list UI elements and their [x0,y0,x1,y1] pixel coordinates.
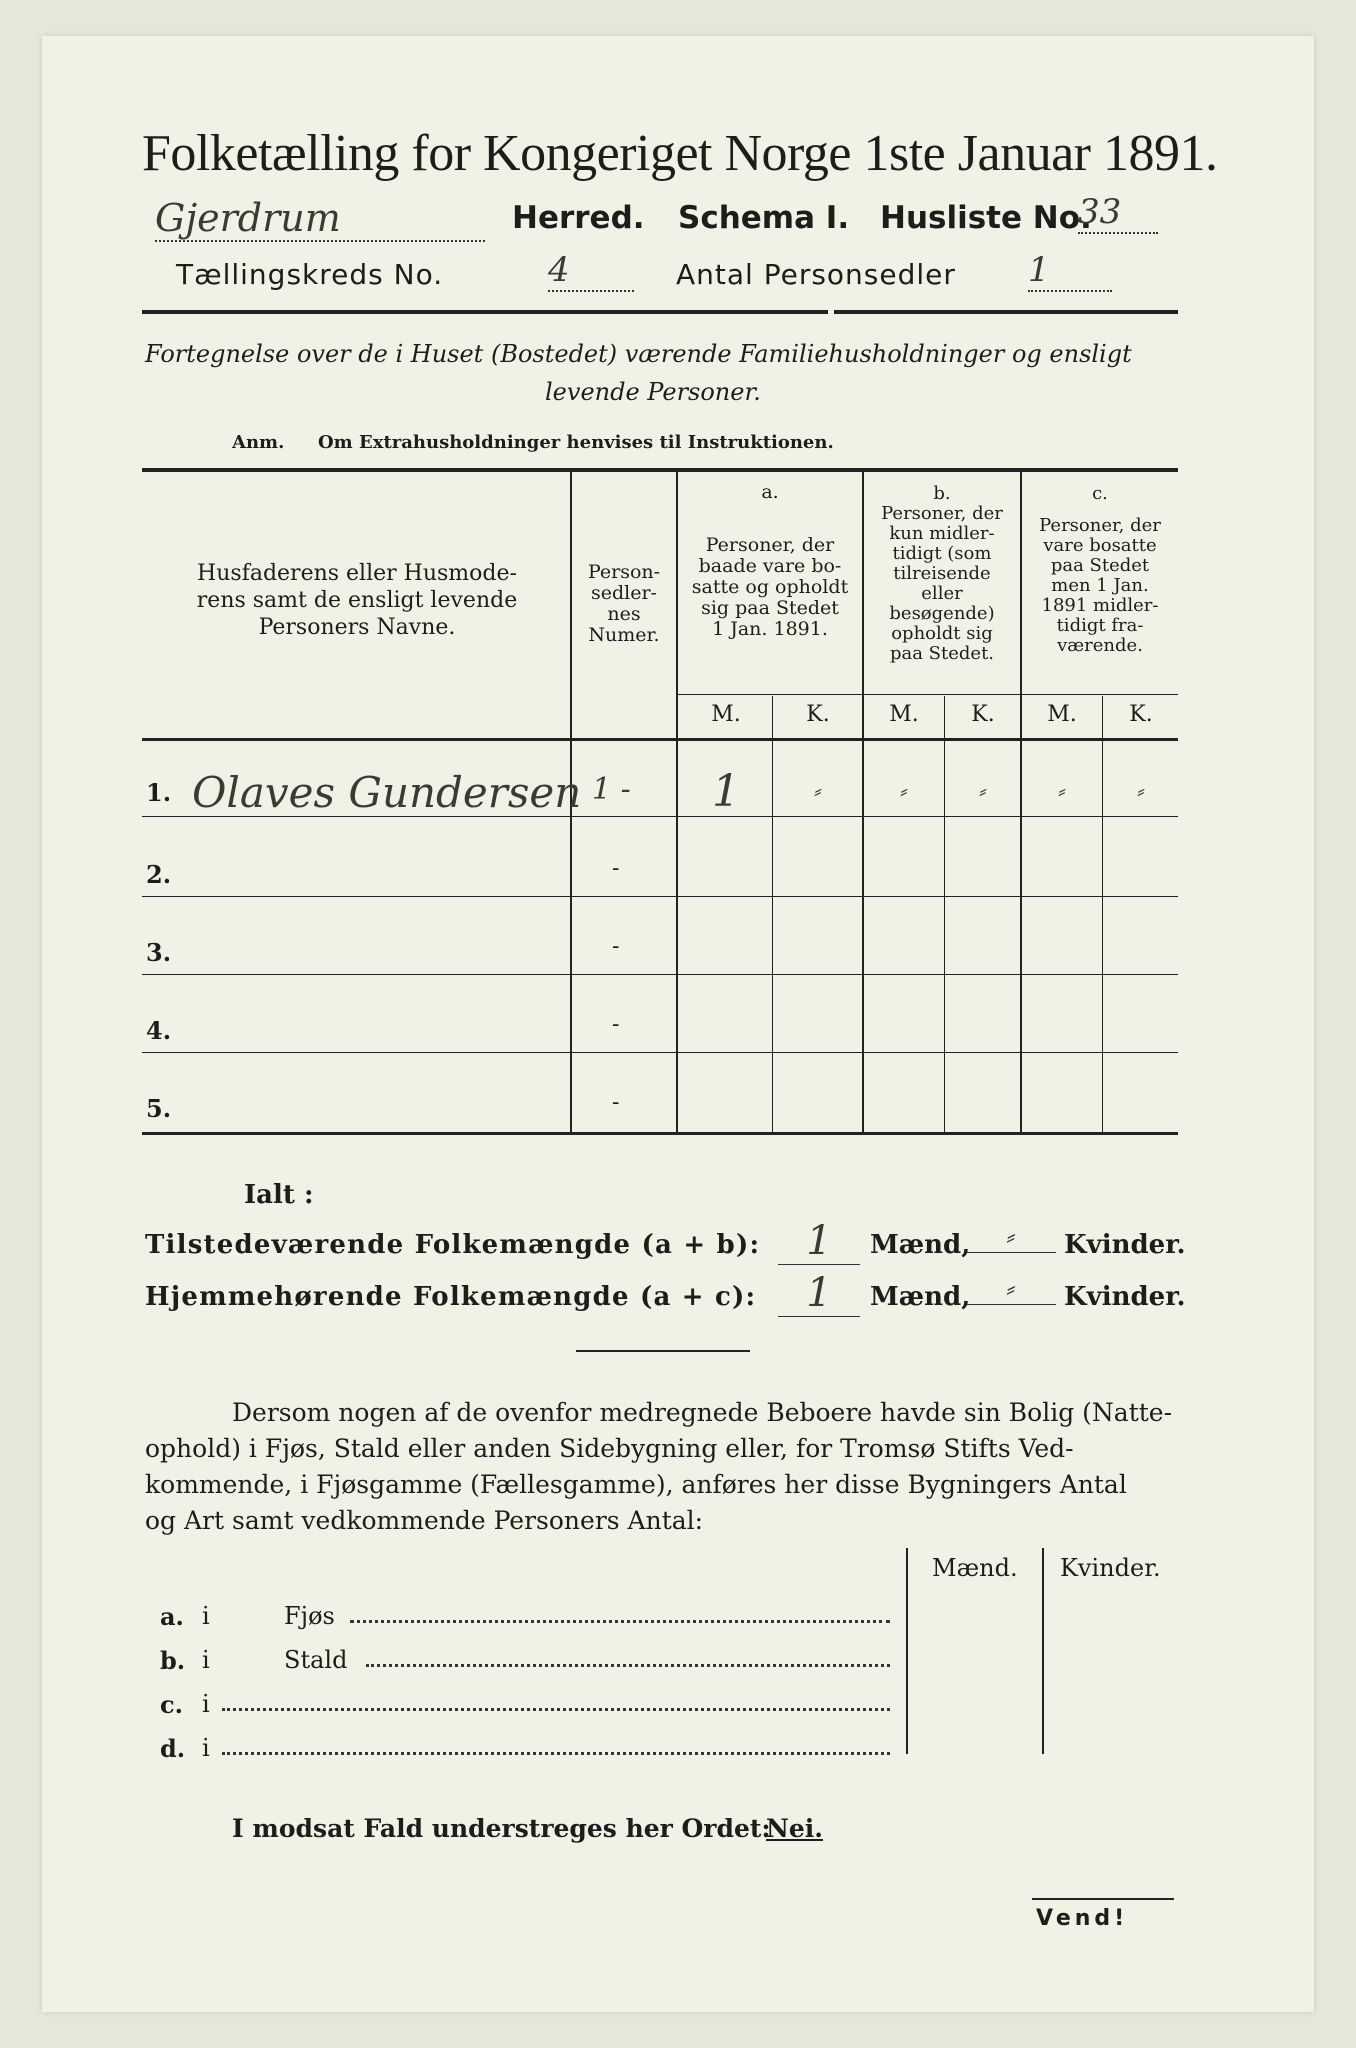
census-sheet [42,36,1314,2012]
col-header-num [574,562,674,646]
husliste-number: 33 [1078,192,1158,234]
row-4-num: - [612,1012,620,1037]
hjemme-maend-label: Mænd, [870,1282,971,1312]
col-sep-c-mk [1102,696,1103,1134]
item-c-i: i [202,1690,210,1718]
row-3-num: - [612,934,620,959]
vend-text: Vend! [1036,1906,1129,1931]
row-2-num: - [612,856,620,881]
item-b-i: i [202,1646,210,1674]
item-a-label: Fjøs [284,1602,335,1630]
col-header-c [1022,484,1178,656]
tilstede-kvinder-label: Kvinder. [1064,1230,1186,1260]
nei-word: Nei. [766,1814,823,1843]
col-header-a-line: sig paa Stedet [701,597,839,619]
tilstede-label: Tilstedeværende Folkemængde (a + b): [145,1230,761,1260]
col-header-num-line: Numer. [588,624,660,646]
col-a-letter: a. [761,481,779,503]
col-header-c-line: 1891 midler- [1041,595,1159,616]
table-top-rule [142,468,1178,472]
item-a-i: i [202,1602,210,1630]
intro-line-1: Fortegnelse over de i Huset (Bostedet) værende Familiehusholdninger og ensligt [145,340,1132,368]
item-a-letter: a. [160,1602,184,1631]
row-1-c-m: ⸗ [1058,779,1066,804]
mk-rule [676,694,1178,695]
col-header-name [150,560,564,641]
col-header-num-line: Person- [587,561,661,583]
row-line-4 [142,1052,1178,1053]
table-bottom-rule [142,1132,1178,1135]
row-1-b-k: ⸗ [979,779,987,804]
col-header-b-line: tilreisende [893,563,991,584]
kreds-number: 4 [548,250,634,292]
header-rule-right [834,310,1178,314]
table-header-rule [142,738,1178,741]
anm-text: Om Extrahusholdninger henvises til Instruktionen. [318,432,834,453]
c-k-header: K. [1129,702,1153,727]
col-header-a [680,482,860,640]
row-1-number: 1. [146,778,172,807]
row-5-num: - [612,1090,620,1115]
col-header-c-line: men 1 Jan. [1051,575,1149,596]
modsat-text: I modsat Fald understreges her Ordet: [232,1814,771,1843]
hjemme-kvinder-value: ⸗ [966,1274,1056,1305]
buildings-maend-header: Mænd. [932,1554,1018,1582]
para-line-1: Dersom nogen af de ovenfor medregnede Beboere havde sin Bolig (Natte- [232,1398,1173,1427]
col-header-num-line: nes [607,603,641,625]
col-header-b-line: tidigt (som [892,543,992,564]
husliste-field [1078,192,1158,234]
row-line-3 [142,974,1178,975]
col-header-a-line: 1 Jan. 1891. [712,618,828,640]
a-m-header: M. [711,702,741,727]
item-d-letter: d. [160,1734,186,1763]
row-1-a-m: 1 [712,766,740,817]
section-divider [576,1350,750,1352]
col-header-a-line: Personer, der [705,534,835,556]
col-header-name-line: Husfaderens eller Husmode- [197,561,517,586]
tilstede-maend-value: 1 [778,1218,860,1265]
antal-value: 1 [1028,250,1112,292]
item-c-letter: c. [160,1690,183,1719]
col-header-name-line: rens samt de ensligt levende [196,588,518,613]
row-3-number: 3. [146,938,172,967]
buildings-sep-1 [906,1548,908,1754]
row-1-c-k: ⸗ [1137,779,1145,804]
buildings-sep-2 [1042,1548,1044,1754]
col-header-name-line: Personers Navne. [258,615,456,640]
antal-label: Antal Personsedler [676,258,956,291]
hjemme-label: Hjemmehørende Folkemængde (a + c): [145,1282,757,1312]
row-2-number: 2. [146,860,172,889]
herred-line [155,196,485,242]
row-4-number: 4. [146,1016,172,1045]
b-m-header: M. [889,702,919,727]
row-1-b-m: ⸗ [900,779,908,804]
antal-field [1028,250,1112,292]
col-header-c-line: paa Stedet [1050,555,1150,576]
hjemme-maend-value: 1 [778,1270,860,1317]
item-d-dots [222,1752,890,1755]
item-a-dots [350,1620,890,1623]
item-d-i: i [202,1734,210,1762]
col-header-b-line: kun midler- [889,523,995,544]
row-5-number: 5. [146,1094,172,1123]
col-header-b-line: Personer, der [881,503,1003,524]
header-rule-left [142,310,828,314]
col-header-c-line: værende. [1057,635,1143,656]
col-c-letter: c. [1092,483,1108,504]
col-header-c-line: tidigt fra- [1056,615,1144,636]
kreds-field [548,250,634,292]
col-header-num-line: sedler- [591,582,657,604]
para-line-2: ophold) i Fjøs, Stald eller anden Sidebygning eller, for Tromsø Stifts Ved- [145,1434,1074,1463]
hjemme-kvinder-label: Kvinder. [1064,1282,1186,1312]
schema-label: Schema I. [678,200,850,236]
col-header-c-line: vare bosatte [1043,535,1157,556]
row-1-num: 1 - [592,772,631,807]
col-header-b-line: besøgende) [889,603,995,624]
item-c-dots [222,1708,890,1711]
col-header-a-line: baade vare bo- [698,555,842,577]
para-line-4: og Art samt vedkommende Personers Antal: [145,1506,704,1535]
herred-label: Herred. [512,200,645,236]
husliste-label: Husliste No. [880,200,1092,236]
col-header-b-line: opholdt sig [891,623,993,644]
row-line-2 [142,896,1178,897]
page-title: Folketælling for Kongeriget Norge 1ste Januar 1891. [142,125,1218,182]
col-header-b-line: paa Stedet. [889,643,995,664]
tilstede-kvinder-value: ⸗ [966,1222,1056,1253]
row-1-name: Olaves Gundersen [192,768,582,817]
col-header-b-line: eller [921,583,963,604]
vend-rule [1032,1898,1174,1900]
item-b-dots [366,1664,890,1667]
buildings-kvinder-header: Kvinder. [1060,1554,1161,1582]
a-k-header: K. [806,702,830,727]
item-b-letter: b. [160,1646,186,1675]
col-sep-num [676,470,678,1134]
col-sep-b-mk [944,696,945,1134]
kreds-label: Tællingskreds No. [176,258,444,291]
anm-label: Anm. [232,432,285,453]
item-b-label: Stald [284,1646,348,1674]
col-header-a-line: satte og opholdt [691,576,849,598]
para-line-3: kommende, i Fjøsgamme (Fællesgamme), anføres her disse Bygningers Antal [145,1470,1127,1499]
herred-name: Gjerdrum [155,196,485,242]
tilstede-maend-label: Mænd, [870,1230,971,1260]
col-header-b [864,484,1020,664]
ialt-label: Ialt : [244,1180,314,1210]
col-header-c-line: Personer, der [1039,515,1161,536]
c-m-header: M. [1047,702,1077,727]
b-k-header: K. [971,702,995,727]
intro-line-2: levende Personer. [545,378,761,406]
row-1-a-k: ⸗ [814,779,822,804]
col-b-letter: b. [933,483,951,504]
col-sep-a-mk [772,696,773,1134]
